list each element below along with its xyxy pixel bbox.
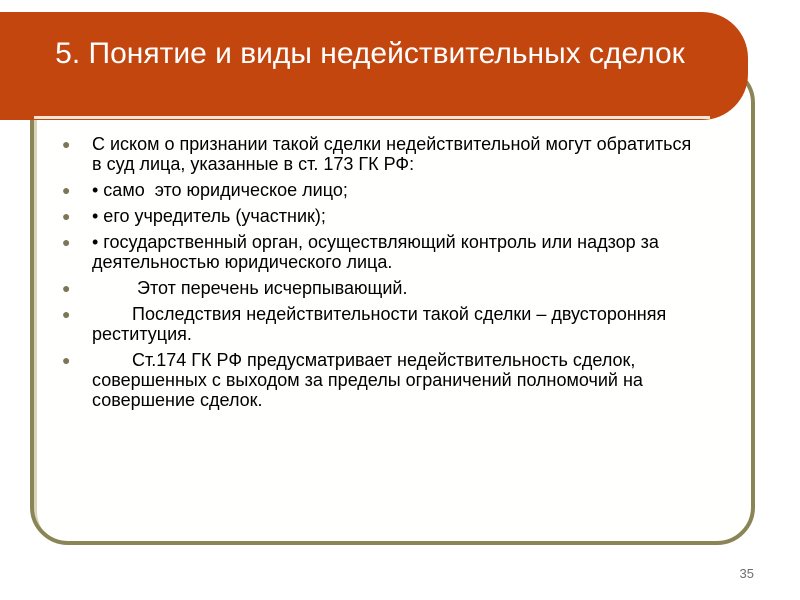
bullet-dot-icon: ●: [62, 234, 71, 250]
bullet-dot-icon: ●: [62, 352, 71, 368]
bullet-dot-icon: ●: [62, 306, 71, 322]
bullet-item: [62, 304, 702, 344]
bullet-item: [62, 232, 702, 272]
bullet-item: [62, 206, 702, 226]
bullet-text: С иском о признании такой сделки недействительной могут обратиться в суд лица, указанные в ст. 173 ГК РФ:: [92, 134, 697, 174]
bullet-item: [62, 134, 702, 174]
bullet-text: Ст.174 ГК РФ предусматривает недействительность сделок, совершенных с выходом за пределы ограничений полномочий на совершение сделок.: [92, 350, 648, 410]
bullet-dot-icon: ●: [62, 280, 71, 296]
bullet-dot-icon: ●: [62, 136, 71, 152]
bullet-dot-icon: ●: [62, 182, 71, 198]
bullet-text: Последствия недействительности такой сделки – двусторонняя реституция.: [92, 304, 672, 344]
page-number: 35: [739, 566, 754, 581]
bullet-item: [62, 180, 702, 200]
bullet-item: [62, 350, 702, 410]
bullet-text: Этот перечень исчерпывающий.: [92, 278, 408, 298]
bullet-list: [62, 134, 702, 416]
bullet-dot-icon: ●: [62, 208, 71, 224]
bullet-text: • само это юридическое лицо;: [92, 180, 348, 200]
title-underline: [34, 116, 710, 119]
bullet-text: • его учредитель (участник);: [92, 206, 326, 226]
slide-title: 5. Понятие и виды недействительных сделок: [55, 37, 685, 70]
title-bar: [0, 12, 748, 120]
bullet-item: [62, 278, 702, 298]
bullet-text: • государственный орган, осуществляющий контроль или надзор за деятельностью юридического лица.: [92, 232, 664, 272]
